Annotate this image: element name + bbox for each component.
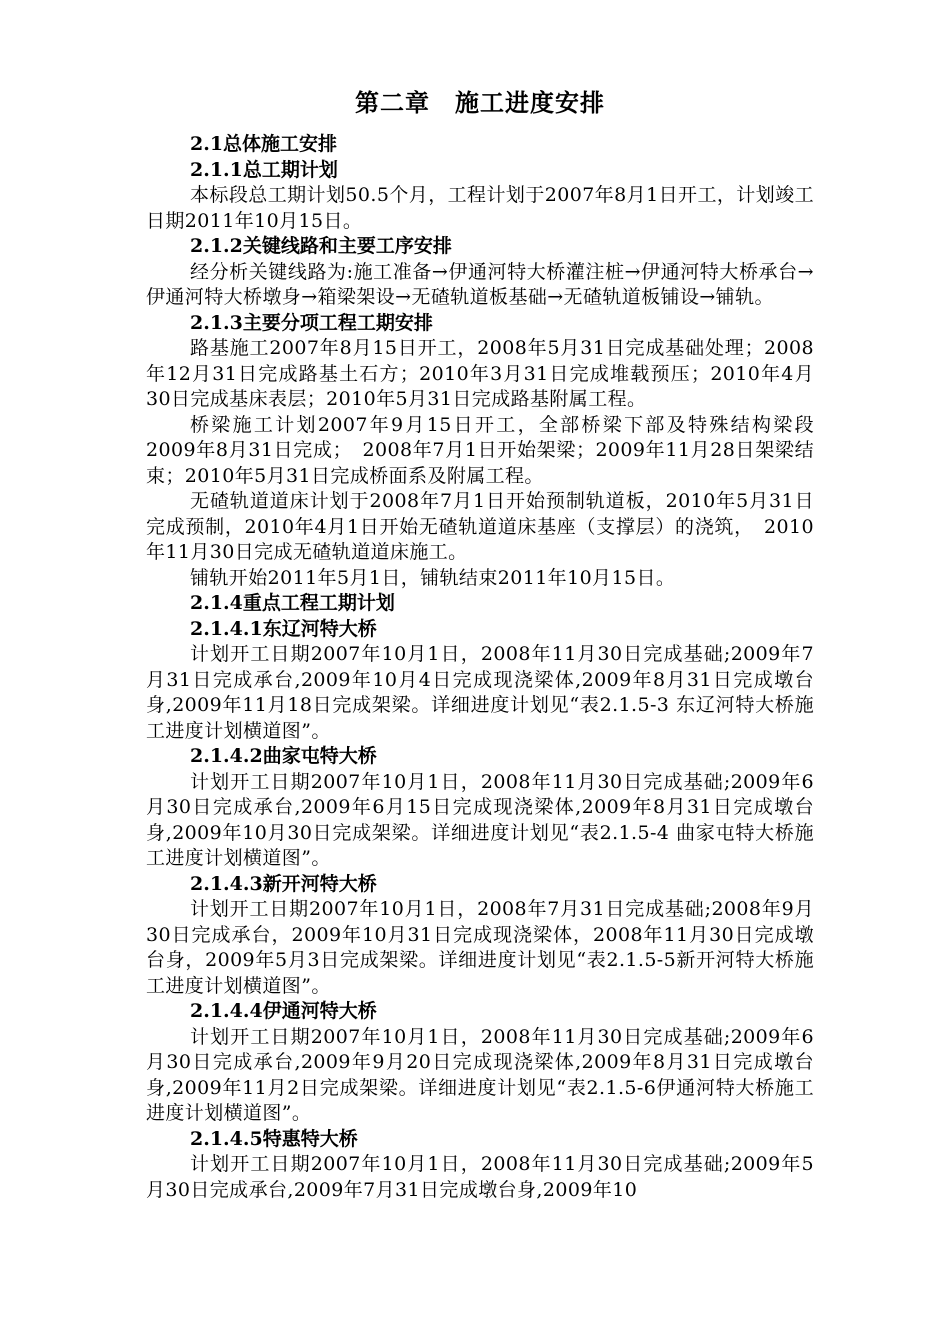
document-body	[146, 132, 814, 1203]
chapter-title: 第二章 施工进度安排	[355, 88, 605, 117]
body-paragraph: 路基施工2007年8月15日开工，2008年5月31日完成基础处理；2008年12月31日完成路基土石方；2010年3月31日完成堆载预压；2010年4月30日完成基床表层；2010年5月31日完成路基附属工程。	[146, 337, 814, 410]
body-paragraph: 铺轨开始2011年5月1日，铺轨结束2011年10月15日。	[190, 566, 676, 589]
section-heading: 2.1.4.4伊通河特大桥	[190, 1000, 377, 1022]
body-paragraph: 桥梁施工计划2007年9月15日开工，全部桥梁下部及特殊结构梁段 2009年8月31日完成； 2008年7月1日开始架梁；2009年11月28日架梁结束；2010年5月31日完成桥面系及附属工程。	[146, 413, 814, 487]
body-paragraph: 计划开工日期2007年10月1日，2008年11月30日完成基础;2009年6月30日完成承台,2009年9月20日完成现浇梁体,2009年8月31日完成墩台身,2009年11月2日完成架梁。详细进度计划见“表2.1.5-6伊通河特大桥施工进度计划横道图”。	[146, 1025, 814, 1124]
body-paragraph: 无碴轨道道床计划于2008年7月1日开始预制轨道板，2010年5月31日完成预制，2010年4月1日开始无碴轨道道床基座（支撑层）的浇筑， 2010年11月30日完成无碴轨道道床施工。	[146, 490, 814, 563]
body-paragraph: 经分析关键线路为:施工准备→伊通河特大桥灌注桩→伊通河特大桥承台→伊通河特大桥墩身→箱梁架设→无碴轨道板基础→无碴轨道板铺设→铺轨。	[146, 260, 814, 308]
body-paragraph: 计划开工日期2007年10月1日，2008年7月31日完成基础;2008年9月30日完成承台，2009年10月31日完成现浇梁体，2008年11月30日完成墩台身，2009年5月3日完成架梁。详细进度计划见“表2.1.5-5新开河特大桥施工进度计划横道图”。	[146, 898, 814, 997]
section-heading: 2.1.4重点工程工期计划	[190, 592, 395, 614]
body-paragraph: 计划开工日期2007年10月1日，2008年11月30日完成基础;2009年5月30日完成承台,2009年7月31日完成墩台身,2009年10	[146, 1153, 814, 1201]
document-page	[146, 86, 814, 1203]
body-paragraph: 本标段总工期计划50.5个月，工程计划于2007年8月1日开工，计划竣工日期2011年10月15日。	[146, 184, 814, 232]
section-heading: 2.1.4.3新开河特大桥	[190, 872, 377, 895]
section-heading: 2.1.2关键线路和主要工序安排	[190, 235, 452, 257]
section-heading: 2.1总体施工安排	[190, 133, 338, 155]
section-heading: 2.1.4.1东辽河特大桥	[190, 617, 377, 640]
section-heading: 2.1.1总工期计划	[190, 158, 338, 181]
body-paragraph: 计划开工日期2007年10月1日，2008年11月30日完成基础;2009年6月30日完成承台,2009年6月15日完成现浇梁体,2009年8月31日完成墩台身,2009年10月30日完成架梁。详细进度计划见“表2.1.5-4 曲家屯特大桥施工进度计划横道图”。	[146, 770, 814, 869]
section-heading: 2.1.4.5特惠特大桥	[190, 1127, 358, 1150]
body-paragraph: 计划开工日期2007年10月1日，2008年11月30日完成基础;2009年7月31日完成承台,2009年10月4日完成现浇梁体,2009年8月31日完成墩台身,2009年11月18日完成架梁。详细进度计划见“表2.1.5-3 东辽河特大桥施工进度计划横道图”。	[146, 643, 814, 742]
section-heading: 2.1.3主要分项工程工期安排	[190, 311, 433, 334]
section-heading: 2.1.4.2曲家屯特大桥	[190, 745, 377, 767]
